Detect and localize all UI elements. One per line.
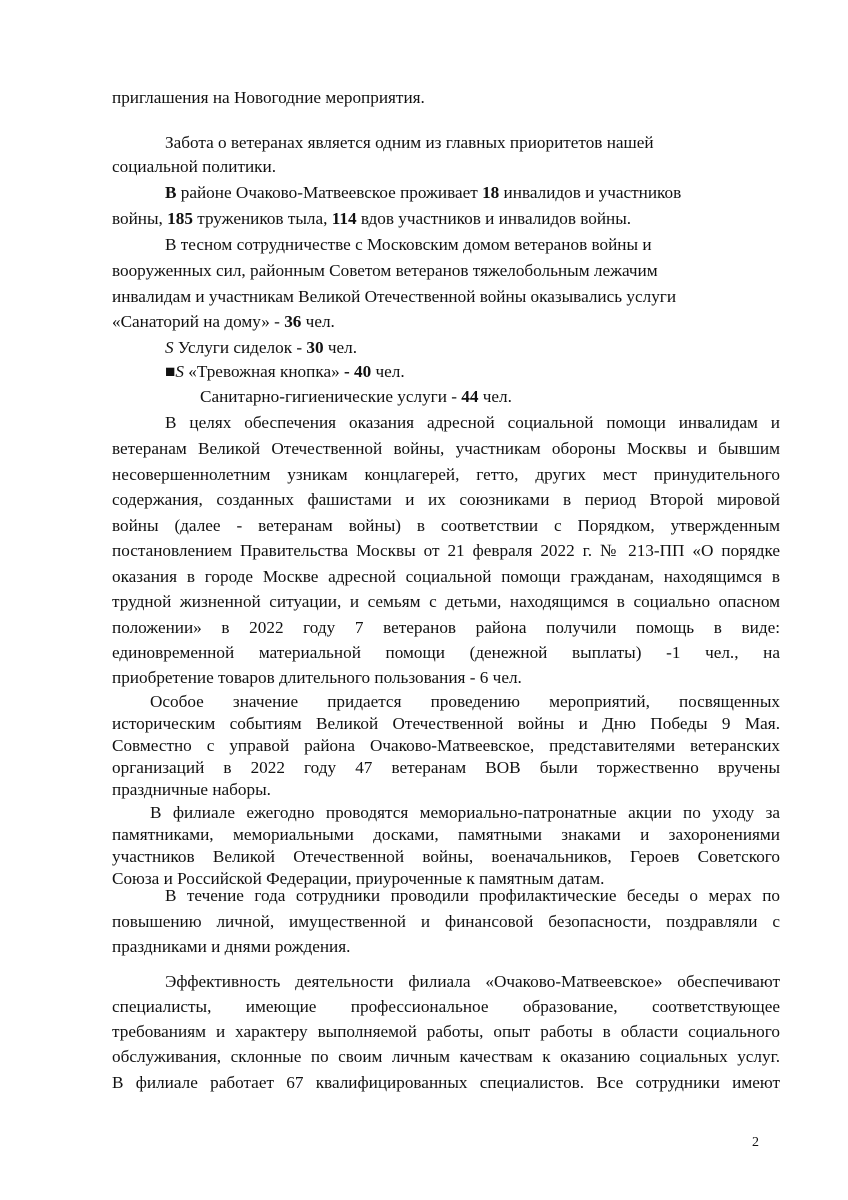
page-number: 2: [752, 1135, 759, 1150]
service-unit: чел.: [371, 362, 405, 381]
sanatorium-unit: чел.: [301, 312, 335, 331]
memorial-line: Союза и Российской Федерации, приуроченные к памятным датам.: [112, 869, 605, 888]
residents-line-2: [112, 209, 780, 229]
service-label: Услуги сиделок -: [173, 338, 307, 357]
service-unit: чел.: [478, 387, 512, 406]
memorial-line: памятниками, мемориальными досками, памятными знаками и захоронениями: [112, 825, 780, 844]
sanatorium-count: 36: [284, 312, 302, 331]
victory-line: Особое значение придается проведению мероприятий, посвященных: [150, 692, 780, 711]
victory-line: Совместно с управой района Очаково-Матвеевское, представителями ветеранских: [112, 736, 780, 755]
safety-line: В течение года сотрудники проводили профилактические беседы о мерах по: [165, 886, 780, 905]
residents-text-4: тружеников тыла,: [192, 209, 332, 228]
staff-line: специалисты, имеющие профессиональное образование, соответствующее: [112, 997, 780, 1016]
sanatorium-text: «Санаторий на дому» -: [112, 312, 285, 331]
residents-line-1: [165, 183, 785, 203]
care-line-1: Забота о ветеранах является одним из главных приоритетов нашей: [165, 133, 654, 152]
residents-count-home-front: 185: [167, 209, 193, 228]
service-item-alarm-button: [165, 362, 833, 382]
residents-count-widows: 114: [331, 209, 357, 228]
residents-text-5: вдов участников и инвалидов войны.: [356, 209, 632, 228]
assistance-line: содержания, созданных фашистами и их союзниками в период Второй мировой: [112, 490, 780, 509]
assistance-line: положении» в 2022 году 7 ветеранов района получили помощь в виде:: [112, 618, 780, 637]
service-bullet: ■S: [165, 362, 184, 381]
assistance-line: единовременной материальной помощи (денежной выплаты) -1 чел., на: [112, 643, 780, 662]
sanatorium-line-3: инвалидам и участникам Великой Отечественной войны оказывались услуги: [112, 287, 677, 306]
assistance-line: постановлением Правительства Москвы от 21 февраля 2022 г. № 213-ПП «О порядке: [112, 541, 780, 560]
staff-line: В филиале работает 67 квалифицированных специалистов. Все сотрудники имеют: [112, 1073, 780, 1092]
victory-line: историческим событиям Великой Отечественной войны и Дню Победы 9 Мая.: [112, 714, 780, 733]
service-count: 44: [461, 387, 479, 406]
service-item-nurses: [165, 338, 833, 358]
staff-line: требованиям и характеру выполняемой работы, опыт работы в области социального: [112, 1022, 780, 1041]
service-label: «Тревожная кнопка»: [183, 362, 344, 381]
assistance-line: войны (далее - ветеранам войны) в соответствии с Порядком, утвержденным: [112, 516, 780, 535]
sanatorium-line-4: [112, 312, 780, 332]
assistance-line: оказания в городе Москве адресной социальной помощи гражданам, находящимся в: [112, 567, 780, 586]
service-unit: чел.: [323, 338, 358, 357]
memorial-line: участников Великой Отечественной войны, военачальников, Героев Советского: [112, 847, 780, 866]
victory-line: организаций в 2022 году 47 ветеранам ВОВ были торжественно вручены: [112, 758, 780, 777]
victory-line: праздничные наборы.: [112, 780, 271, 799]
residents-text-3: войны,: [112, 209, 168, 228]
staff-line: обслуживания, склонные по своим личным качествам к оказанию социальных услуг.: [112, 1047, 780, 1066]
service-bullet: S: [165, 338, 174, 357]
assistance-line: ветеранам Великой Отечественной войны, участникам обороны Москвы и бывшим: [112, 439, 780, 458]
sanatorium-line-1: В тесном сотрудничестве с Московским домом ветеранов войны и: [165, 235, 652, 254]
assistance-line: В целях обеспечения оказания адресной социальной помощи инвалидам и: [165, 413, 780, 432]
residents-b-prefix: В: [165, 183, 177, 202]
service-item-sanitary: [200, 387, 848, 407]
service-label: Санитарно-гигиенические услуги -: [200, 387, 462, 406]
safety-line: праздниками и днями рождения.: [112, 937, 351, 956]
service-count: 30: [306, 338, 324, 357]
intro-line: приглашения на Новогодние мероприятия.: [112, 88, 425, 107]
assistance-line: приобретение товаров длительного пользования - 6 чел.: [112, 668, 522, 687]
sanatorium-line-2: вооруженных сил, районным Советом ветеранов тяжелобольным лежачим: [112, 261, 658, 280]
memorial-line: В филиале ежегодно проводятся мемориально-патронатные акции по уходу за: [150, 803, 780, 822]
assistance-line: несовершеннолетним узникам концлагерей, гетто, других мест принудительного: [112, 465, 780, 484]
staff-line: Эффективность деятельности филиала «Очаково-Матвеевское» обеспечивают: [165, 972, 780, 991]
safety-line: повышению личной, имущественной и финансовой безопасности, поздравляли с: [112, 912, 780, 931]
residents-count-veterans: 18: [482, 183, 500, 202]
residents-text-2: инвалидов и участников: [499, 183, 682, 202]
service-count: - 40: [343, 362, 372, 381]
care-line-2: социальной политики.: [112, 157, 276, 176]
assistance-line: трудной жизненной ситуации, и семьям с детьми, находящимся в социально опасном: [112, 592, 780, 611]
residents-text-1: районе Очаково-Матвеевское проживает: [176, 183, 483, 202]
